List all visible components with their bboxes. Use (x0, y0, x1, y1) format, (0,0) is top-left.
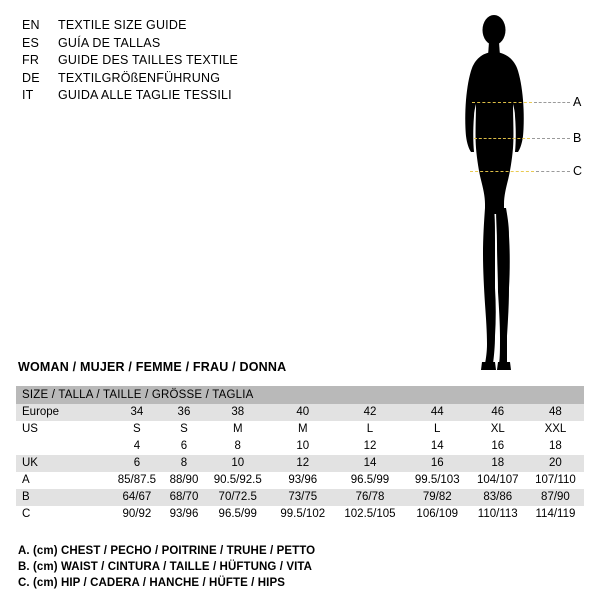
cell: 110/113 (469, 506, 527, 523)
cell: 20 (527, 455, 584, 472)
woman-silhouette-icon (440, 8, 560, 378)
measure-line-a (472, 102, 532, 103)
cell: 48 (527, 404, 584, 421)
cell: 90/92 (110, 506, 164, 523)
table-row (16, 455, 584, 472)
cell: 83/86 (469, 489, 527, 506)
size-table (16, 386, 584, 523)
table-row (16, 472, 584, 489)
cell: XXL (527, 421, 584, 438)
cell: 76/78 (334, 489, 406, 506)
measure-label-c: C (573, 164, 583, 178)
section-title: WOMAN / MUJER / FEMME / FRAU / DONNA (18, 360, 287, 374)
language-row (22, 71, 442, 89)
measure-tail-c (536, 171, 570, 172)
row-label: Europe (16, 404, 110, 421)
cell: 96.5/99 (204, 506, 271, 523)
cell: 14 (406, 438, 469, 455)
language-title: TEXTILE SIZE GUIDE (58, 18, 187, 32)
measure-label-a: A (573, 95, 582, 109)
cell: 18 (527, 438, 584, 455)
measure-label-b: B (573, 131, 582, 145)
cell: XL (469, 421, 527, 438)
measure-line-c (470, 171, 534, 172)
cell: 38 (204, 404, 271, 421)
cell: 96.5/99 (334, 472, 406, 489)
table-header-label: SIZE / TALLA / TAILLE / GRÖSSE / TAGLIA (16, 386, 584, 404)
row-label (16, 438, 110, 455)
cell: 44 (406, 404, 469, 421)
cell: 73/75 (271, 489, 334, 506)
cell: 12 (334, 438, 406, 455)
cell: 102.5/105 (334, 506, 406, 523)
footnote-b: B. (cm) WAIST / CINTURA / TAILLE / HÜFTUNG / VITA (18, 561, 313, 573)
cell: 10 (271, 438, 334, 455)
cell: 114/119 (527, 506, 584, 523)
cell: 14 (334, 455, 406, 472)
cell: 8 (164, 455, 204, 472)
footnote-c: C. (cm) HIP / CADERA / HANCHE / HÜFTE / HIPS (18, 577, 286, 589)
row-label: UK (16, 455, 110, 472)
cell: L (406, 421, 469, 438)
cell: 4 (110, 438, 164, 455)
cell: 85/87.5 (110, 472, 164, 489)
table-row (16, 421, 584, 438)
cell: M (271, 421, 334, 438)
language-code: EN (22, 18, 40, 32)
language-code: DE (22, 70, 40, 85)
language-list (22, 18, 442, 106)
language-title: GUIDE DES TAILLES TEXTILE (58, 53, 239, 67)
cell: 90.5/92.5 (204, 472, 271, 489)
measure-tail-a (534, 102, 570, 103)
cell: 6 (164, 438, 204, 455)
cell: 40 (271, 404, 334, 421)
measure-tail-b (532, 138, 570, 139)
cell: 93/96 (271, 472, 334, 489)
table-header-row (16, 386, 584, 404)
cell: 36 (164, 404, 204, 421)
footnote-a: A. (cm) CHEST / PECHO / POITRINE / TRUHE / PETTO (18, 545, 316, 557)
cell: 16 (406, 455, 469, 472)
cell: 12 (271, 455, 334, 472)
table-row (16, 404, 584, 421)
language-code: FR (22, 53, 40, 67)
footnotes (18, 543, 315, 591)
table-row (16, 489, 584, 506)
cell: 18 (469, 455, 527, 472)
cell: 107/110 (527, 472, 584, 489)
cell: 8 (204, 438, 271, 455)
cell: 16 (469, 438, 527, 455)
row-label: US (16, 421, 110, 438)
cell: 46 (469, 404, 527, 421)
cell: 99.5/102 (271, 506, 334, 523)
language-title: GUÍA DE TALLAS (58, 35, 161, 50)
language-row (22, 53, 442, 71)
cell: 99.5/103 (406, 472, 469, 489)
language-code: ES (22, 35, 40, 50)
cell: 6 (110, 455, 164, 472)
cell: 79/82 (406, 489, 469, 506)
table-row (16, 438, 584, 455)
language-row (22, 18, 442, 36)
cell: 42 (334, 404, 406, 421)
cell: 34 (110, 404, 164, 421)
language-row (22, 36, 442, 54)
cell: 104/107 (469, 472, 527, 489)
cell: 10 (204, 455, 271, 472)
table-row (16, 506, 584, 523)
cell: 64/67 (110, 489, 164, 506)
row-label: C (16, 506, 110, 523)
cell: 87/90 (527, 489, 584, 506)
cell: L (334, 421, 406, 438)
language-code: IT (22, 88, 34, 102)
cell: 68/70 (164, 489, 204, 506)
language-title: TEXTILGRÖßENFÜHRUNG (58, 70, 221, 85)
measurement-figure (430, 8, 590, 378)
measure-line-b (474, 138, 530, 139)
cell: S (164, 421, 204, 438)
language-title: GUIDA ALLE TAGLIE TESSILI (58, 88, 232, 102)
cell: 93/96 (164, 506, 204, 523)
cell: 106/109 (406, 506, 469, 523)
cell: M (204, 421, 271, 438)
row-label: A (16, 472, 110, 489)
cell: S (110, 421, 164, 438)
row-label: B (16, 489, 110, 506)
cell: 88/90 (164, 472, 204, 489)
language-row (22, 88, 442, 106)
cell: 70/72.5 (204, 489, 271, 506)
